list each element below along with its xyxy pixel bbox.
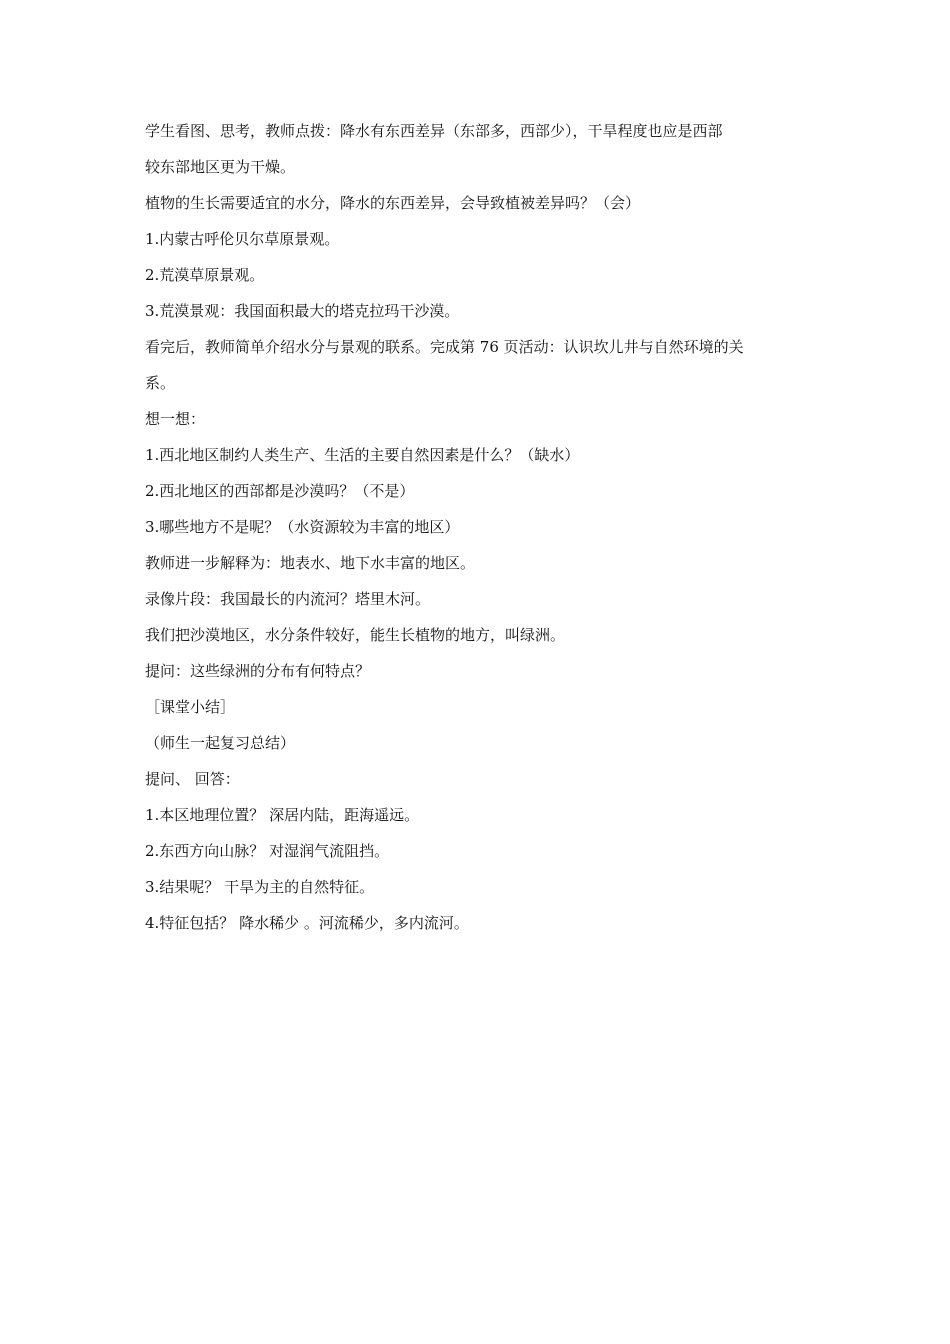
text-line: 录像片段：我国最长的内流河？塔里木河。 — [145, 590, 431, 608]
text-line: 提问：这些绿洲的分布有何特点？ — [145, 662, 371, 680]
section-heading: ［课堂小结］ — [145, 698, 236, 716]
text-line: 教师进一步解释为：地表水、地下水丰富的地区。 — [145, 554, 476, 572]
list-item: 3.荒漠景观：我国面积最大的塔克拉玛干沙漠。 — [145, 302, 460, 320]
text-line: 学生看图、思考，教师点拨：降水有东西差异（东部多，西部少），干旱程度也应是西部 — [145, 122, 723, 140]
list-item: 2.东西方向山脉？ 对湿润气流阻挡。 — [145, 842, 390, 860]
list-item: 2.荒漠草原景观。 — [145, 266, 265, 284]
text-line: （师生一起复习总结） — [145, 734, 296, 752]
text-line: 提问、 回答： — [145, 770, 240, 788]
list-item: 3.哪些地方不是呢？（水资源较为丰富的地区） — [145, 518, 460, 536]
list-item: 3.结果呢？ 干旱为主的自然特征。 — [145, 878, 375, 896]
section-heading: 想一想： — [145, 410, 206, 428]
text-line: 系。 — [145, 374, 176, 392]
list-item: 4.特征包括？ 降水稀少 。河流稀少，多内流河。 — [145, 914, 469, 932]
text-line: 看完后，教师简单介绍水分与景观的联系。完成第 76 页活动：认识坎儿井与自然环境的关 — [145, 338, 744, 356]
document-body — [145, 113, 825, 941]
list-item: 1.本区地理位置？ 深居内陆，距海遥远。 — [145, 806, 420, 824]
list-item: 1.内蒙古呼伦贝尔草原景观。 — [145, 230, 340, 248]
list-item: 1.西北地区制约人类生产、生活的主要自然因素是什么？（缺水） — [145, 446, 580, 464]
list-item: 2.西北地区的西部都是沙漠吗？（不是） — [145, 482, 415, 500]
text-line: 我们把沙漠地区，水分条件较好，能生长植物的地方，叫绿洲。 — [145, 626, 566, 644]
text-line: 植物的生长需要适宜的水分，降水的东西差异，会导致植被差异吗？（会） — [145, 194, 641, 212]
text-line: 较东部地区更为干燥。 — [145, 158, 296, 176]
